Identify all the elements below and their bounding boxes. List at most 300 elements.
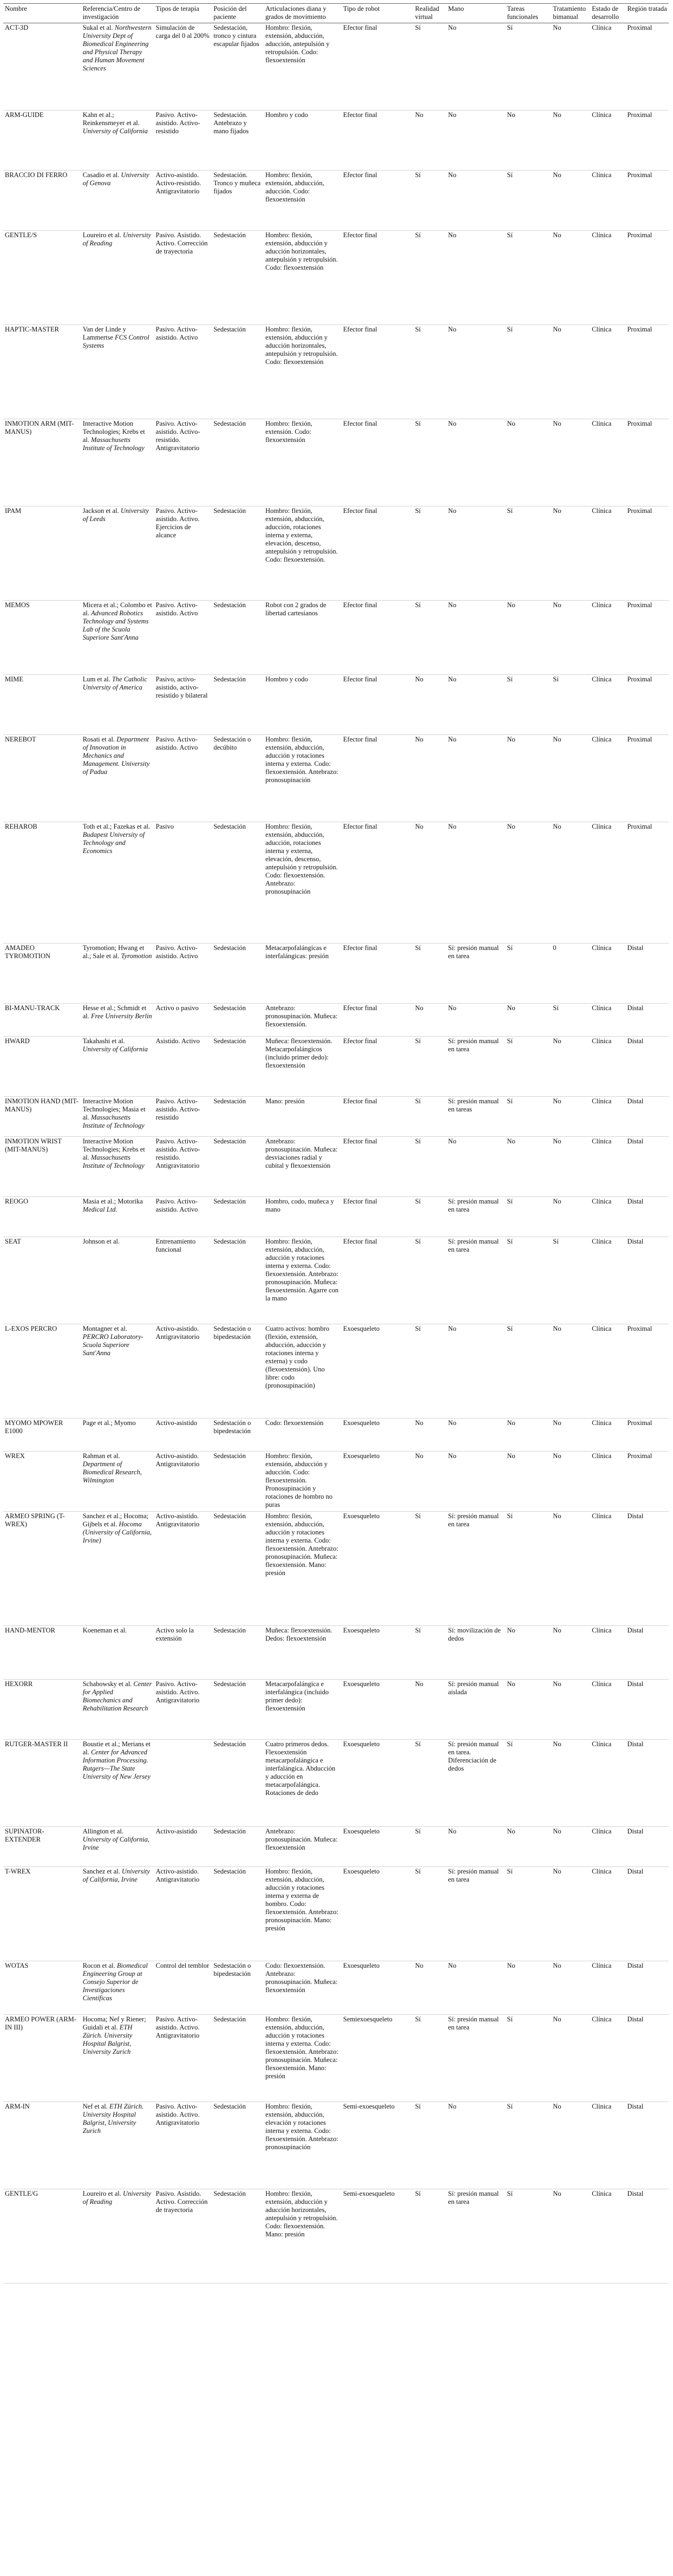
cell-treated-region: Proximal <box>627 326 652 333</box>
cell-device-name: MIME <box>5 675 24 683</box>
cell-virtual-reality: No <box>415 736 423 743</box>
cell-hand: No <box>448 823 456 830</box>
table-row <box>3 822 669 944</box>
cell-reference <box>81 325 154 419</box>
cell-functional-tasks: No <box>507 1419 515 1427</box>
cell-target-joints: Antebrazo: pronosupinación. Muñeca: desviaciones radial y cubital y flexoextensión <box>265 1137 338 1169</box>
cell-reference <box>81 1419 154 1452</box>
cell-patient-position: Sedestación <box>213 1868 246 1875</box>
cell-robot-type: Efector final <box>343 1238 377 1245</box>
cell-bimanual-treatment: No <box>553 736 561 743</box>
cell-therapy-types: Asistido. Activo <box>155 1037 200 1045</box>
reference-authors: Hesse et al.; Schmidt et al. <box>82 1004 147 1020</box>
cell-target-joints: Hombro: flexión, extensión, abducción, elevación y rotaciones interna y externa. Codo: flexoextensión. Antebrazo: pronosupinación <box>265 2103 338 2151</box>
reference-authors: Takahashi et al. <box>82 1037 125 1045</box>
cell-development-status: Clínica <box>592 1680 612 1688</box>
cell-device-name: REHAROB <box>5 823 37 830</box>
cell-treated-region: Proximal <box>627 736 652 743</box>
cell-target-joints: Antebrazo: pronosupinación. Muñeca: flexoextensión. <box>265 1004 338 1028</box>
research-center: Budapest University of Technology and Economics <box>82 831 145 855</box>
cell-treated-region: Distal <box>627 1962 644 1969</box>
reference-authors: Koeneman et al. <box>82 1627 127 1634</box>
cell-patient-position: Sedestación, tronco y cintura escapular fijados <box>213 24 259 48</box>
research-center: University of California <box>82 127 148 135</box>
cell-bimanual-treatment: No <box>553 1325 561 1332</box>
header-articulaciones: Articulaciones diana y grados de movimiento <box>264 4 342 23</box>
cell-robot-type: Exoesqueleto <box>343 1419 380 1427</box>
cell-treated-region: Distal <box>627 1680 644 1688</box>
cell-development-status: Clínica <box>592 1512 612 1520</box>
cell-device-name: WREX <box>5 1452 25 1460</box>
cell-reference <box>81 2015 154 2102</box>
research-center: Massachusetts Institute of Technology <box>82 1114 145 1129</box>
research-center: Massachusetts Institute of Technology <box>82 1154 145 1169</box>
cell-development-status: Clínica <box>592 171 612 179</box>
cell-functional-tasks: Sí <box>507 1198 513 1205</box>
research-center: Massachusetts Institute of Technology <box>82 436 145 452</box>
cell-development-status: Clínica <box>592 1868 612 1875</box>
cell-treated-region: Distal <box>627 1238 644 1245</box>
cell-robot-type: Efector final <box>343 1004 377 1012</box>
cell-development-status: Clínica <box>592 1827 612 1835</box>
cell-bimanual-treatment: No <box>553 823 561 830</box>
cell-bimanual-treatment: Sí <box>553 1004 559 1012</box>
cell-hand: No <box>448 1325 456 1332</box>
cell-treated-region: Distal <box>627 944 644 952</box>
cell-treated-region: Distal <box>627 2015 644 2023</box>
cell-functional-tasks: Sí <box>507 1740 513 1748</box>
cell-bimanual-treatment: No <box>553 1419 561 1427</box>
header-tareas: Tareas funcionales <box>505 4 551 23</box>
cell-virtual-reality: Sí <box>415 1037 421 1045</box>
table-row <box>3 1740 669 1827</box>
cell-robot-type: Efector final <box>343 1137 377 1145</box>
cell-device-name: REOGO <box>5 1198 29 1205</box>
cell-hand: No <box>448 1419 456 1427</box>
table-row <box>3 1827 669 1867</box>
cell-treated-region: Proximal <box>627 111 652 119</box>
reference-authors: Loureiro et al. <box>82 231 121 239</box>
cell-development-status: Clínica <box>592 944 612 952</box>
cell-virtual-reality: No <box>415 1419 423 1427</box>
cell-patient-position: Sedestación. Antebrazo y mano fijados <box>213 111 249 135</box>
cell-hand: No <box>448 111 456 119</box>
cell-virtual-reality: Sí <box>415 1137 421 1145</box>
cell-hand: Sí: presión manual en tarea. Diferenciación de dedos <box>448 1740 499 1772</box>
table-row <box>3 1324 669 1419</box>
research-center: University of Genova <box>82 171 149 187</box>
table-row <box>3 675 669 735</box>
reference-authors: Hocoma; Nef y Riener; Guidali et al. <box>82 2015 146 2031</box>
cell-development-status: Clínica <box>592 1740 612 1748</box>
cell-functional-tasks: Sí <box>507 675 513 683</box>
cell-therapy-types: Pasivo. Activo-asistido. Activo-resistido <box>155 1097 200 1121</box>
research-center: University of California, Irvine <box>82 1836 149 1851</box>
cell-bimanual-treatment: No <box>553 1868 561 1875</box>
cell-robot-type: Semiexoesqueleto <box>343 2015 393 2023</box>
cell-development-status: Clínica <box>592 2190 612 2197</box>
cell-development-status: Clínica <box>592 1325 612 1332</box>
cell-bimanual-treatment: No <box>553 1962 561 1969</box>
reference-authors: Masia et al.; Motorika <box>82 1198 143 1205</box>
cell-patient-position: Sedestación <box>213 944 246 952</box>
research-center: FCS Control Systems <box>82 334 149 349</box>
cell-virtual-reality: Sí <box>415 601 421 609</box>
cell-therapy-types: Pasivo. Activo-asistido. Activo <box>155 944 198 960</box>
cell-target-joints: Antebrazo: pronosupinación. Muñeca: flexoextensión <box>265 1827 338 1851</box>
reference-authors: Interactive Motion Technologies; Krebs et al. <box>82 1137 145 1161</box>
cell-patient-position: Sedestación o decúbito <box>213 736 251 751</box>
cell-robot-type: Efector final <box>343 326 377 333</box>
cell-hand: Sí: presión manual en tarea <box>448 1868 499 1883</box>
cell-patient-position: Sedestación <box>213 1037 246 1045</box>
cell-device-name: INMOTION WRIST (MIT-MANUS) <box>5 1137 62 1153</box>
cell-therapy-types: Activo-asistido. Antigravitatorio <box>155 1868 200 1883</box>
cell-patient-position: Sedestación <box>213 1238 246 1245</box>
cell-bimanual-treatment: No <box>553 1037 561 1045</box>
cell-bimanual-treatment: No <box>553 326 561 333</box>
cell-robot-type: Efector final <box>343 736 377 743</box>
cell-device-name: SUPINATOR-EXTENDER <box>5 1827 44 1843</box>
header-nombre: Nombre <box>3 4 81 23</box>
cell-bimanual-treatment: No <box>553 111 561 119</box>
cell-reference <box>81 1004 154 1037</box>
cell-treated-region: Distal <box>627 1198 644 1205</box>
cell-virtual-reality: No <box>415 111 423 119</box>
cell-patient-position: Sedestación <box>213 2015 246 2023</box>
cell-functional-tasks: Sí <box>507 2015 513 2023</box>
cell-target-joints: Codo: flexoextensión. Antebrazo: pronosupinación. Muñeca: flexoextensión <box>265 1962 338 1994</box>
cell-virtual-reality: No <box>415 675 423 683</box>
cell-patient-position: Sedestación <box>213 601 246 609</box>
cell-treated-region: Proximal <box>627 24 652 31</box>
cell-development-status: Clínica <box>592 1037 612 1045</box>
table-row <box>3 419 669 506</box>
cell-therapy-types: Pasivo. Activo-asistido. Activo. Ejercicios de alcance <box>155 507 200 539</box>
cell-treated-region: Distal <box>627 1137 644 1145</box>
cell-virtual-reality: Sí <box>415 24 421 31</box>
reference-authors: Nef et al. <box>82 2103 108 2110</box>
cell-development-status: Clínica <box>592 2103 612 2110</box>
cell-target-joints: Hombro: flexión, extensión, abducción, aducción y rotaciones interna y externa. Codo: flexoextensión. Antebrazo: pronosupinación. Muñeca: flexoextensión. Agarre con la mano <box>265 1238 339 1302</box>
cell-therapy-types <box>154 1740 212 1827</box>
cell-development-status: Clínica <box>592 823 612 830</box>
cell-virtual-reality: Sí <box>415 1740 421 1748</box>
cell-virtual-reality: Sí <box>415 231 421 239</box>
cell-bimanual-treatment: No <box>553 24 561 31</box>
cell-reference <box>81 1137 154 1197</box>
cell-development-status: Clínica <box>592 736 612 743</box>
cell-treated-region: Distal <box>627 2190 644 2197</box>
cell-therapy-types: Pasivo. Activo-asistido. Activo-resistido. Antigravitatorio <box>155 420 200 452</box>
cell-robot-type: Semi-exoesqueleto <box>343 2103 395 2110</box>
research-center: Medical Ltd. <box>82 1206 117 1213</box>
cell-functional-tasks: No <box>507 823 515 830</box>
cell-development-status: Clínica <box>592 1097 612 1105</box>
cell-bimanual-treatment: No <box>553 2190 561 2197</box>
cell-reference <box>81 231 154 325</box>
table-row <box>3 231 669 325</box>
cell-device-name: HAND-MENTOR <box>5 1627 55 1634</box>
table-row <box>3 2015 669 2102</box>
cell-robot-type: Efector final <box>343 231 377 239</box>
cell-reference <box>81 735 154 822</box>
cell-target-joints: Robot con 2 grados de libertad cartesianos <box>265 601 326 617</box>
table-row <box>3 1004 669 1037</box>
cell-bimanual-treatment: No <box>553 171 561 179</box>
cell-reference <box>81 1512 154 1626</box>
cell-functional-tasks: Sí <box>507 1512 513 1520</box>
cell-patient-position: Sedestación <box>213 1512 246 1520</box>
cell-development-status: Clínica <box>592 1238 612 1245</box>
research-center: Biomedical Engineering Group at Consejo Superior de Investigaciones Científicas <box>82 1962 148 2002</box>
cell-therapy-types: Pasivo <box>155 823 174 830</box>
header-tipo-robot: Tipo de robot <box>342 4 414 23</box>
cell-therapy-types: Pasivo. Activo-asistido. Activo-resistido <box>155 111 200 135</box>
cell-virtual-reality: Sí <box>415 1198 421 1205</box>
reference-authors: Rahman et al. <box>82 1452 120 1460</box>
cell-target-joints: Metacarpofalángicas e interfalángicas: presión <box>265 944 329 960</box>
cell-therapy-types: Pasivo. Activo-asistido. Activo <box>155 736 198 751</box>
cell-functional-tasks: Sí <box>507 944 513 952</box>
table-header-row <box>3 4 669 23</box>
cell-functional-tasks: Sí <box>507 1325 513 1332</box>
cell-treated-region: Proximal <box>627 1452 652 1460</box>
cell-target-joints: Hombro y codo <box>265 675 308 683</box>
cell-robot-type: Semi-exoesqueleto <box>343 2190 395 2197</box>
cell-therapy-types: Activo o pasivo <box>155 1004 199 1012</box>
cell-reference <box>81 1197 154 1237</box>
cell-bimanual-treatment: No <box>553 1137 561 1145</box>
cell-reference <box>81 944 154 1004</box>
cell-device-name: T-WREX <box>5 1868 31 1875</box>
table-row <box>3 1680 669 1740</box>
cell-therapy-types: Activo-asistido. Antigravitatorio <box>155 1452 200 1468</box>
cell-virtual-reality: Sí <box>415 507 421 515</box>
cell-virtual-reality: Sí <box>415 2015 421 2023</box>
cell-treated-region: Distal <box>627 1004 644 1012</box>
cell-robot-type: Efector final <box>343 944 377 952</box>
cell-reference <box>81 2102 154 2189</box>
header-realidad-virtual: Realidad virtual <box>414 4 447 23</box>
table-row <box>3 1037 669 1097</box>
cell-treated-region: Proximal <box>627 601 652 609</box>
table-row <box>3 2189 669 2284</box>
cell-hand: No <box>448 601 456 609</box>
cell-target-joints: Mano: presión <box>265 1097 305 1105</box>
cell-therapy-types: Activo-asistido <box>155 1827 198 1835</box>
cell-functional-tasks: Sí <box>507 231 513 239</box>
cell-robot-type: Efector final <box>343 601 377 609</box>
cell-hand: Sí: presión manual en tareas <box>448 1097 499 1113</box>
cell-functional-tasks: No <box>507 736 515 743</box>
header-posicion: Posición del paciente <box>212 4 264 23</box>
cell-patient-position: Sedestación o bipedestación <box>213 1962 251 1977</box>
cell-patient-position: Sedestación <box>213 2190 246 2197</box>
cell-target-joints: Hombro: flexión, extensión, abducción y aducción horizontales, antepulsión y retropulsión. Codo: flexoextensión <box>265 231 338 271</box>
cell-hand: Sí: presión manual en tarea <box>448 1512 499 1528</box>
cell-device-name: MEMOS <box>5 601 30 609</box>
table-row <box>3 325 669 419</box>
cell-treated-region: Proximal <box>627 823 652 830</box>
cell-device-name: HWARD <box>5 1037 30 1045</box>
research-center: Department of Biomedical Research, Wilmington <box>82 1460 142 1484</box>
cell-functional-tasks: No <box>507 1962 515 1969</box>
cell-reference <box>81 171 154 231</box>
cell-therapy-types: Entrenamiento funcional <box>155 1238 196 1253</box>
cell-development-status: Clínica <box>592 1452 612 1460</box>
reference-authors: Lum et al. <box>82 675 110 683</box>
cell-virtual-reality: Sí <box>415 944 421 952</box>
cell-robot-type: Exoesqueleto <box>343 1325 380 1332</box>
cell-treated-region: Proximal <box>627 507 652 515</box>
table-row <box>3 1419 669 1452</box>
cell-patient-position: Sedestación <box>213 1137 246 1145</box>
cell-therapy-types: Activo-asistido. Activo-resistido. Antigravitatorio <box>155 171 201 195</box>
cell-reference <box>81 1827 154 1867</box>
reference-authors: Schabowsky et al. <box>82 1680 132 1688</box>
reference-authors: Page et al.; Myomo <box>82 1419 136 1427</box>
cell-therapy-types: Activo-asistido <box>155 1419 198 1427</box>
cell-bimanual-treatment: No <box>553 1097 561 1105</box>
cell-robot-type: Exoesqueleto <box>343 1962 380 1969</box>
cell-target-joints: Hombro, codo, muñeca y mano <box>265 1198 334 1213</box>
cell-device-name: ARMEO SPRING (T-WREX) <box>5 1512 65 1528</box>
cell-target-joints: Hombro: flexión, extensión, abducción y aducción horizontales, antepulsión y retropulsión. Codo: flexoextensión. Mano: presión <box>265 2190 338 2238</box>
reference-authors: Boustie et al.; Merians et al. <box>82 1740 151 1756</box>
cell-reference <box>81 1037 154 1097</box>
cell-target-joints: Hombro: flexión, extensión, abducción y aducción. Codo: flexoextensión. Pronosupinación y rotaciones de hombro no puras <box>265 1452 333 1508</box>
cell-hand: No <box>448 736 456 743</box>
cell-reference <box>81 1626 154 1680</box>
cell-target-joints: Cuatro activos: hombro (flexión, extensión, abducción, aducción y rotaciones interna y externa) y codo (flexoextensión). Uno libre: codo (pronosupinación) <box>265 1325 330 1389</box>
reference-authors: Jackson et al. <box>82 507 119 515</box>
cell-robot-type: Exoesqueleto <box>343 1740 380 1748</box>
cell-functional-tasks: Sí <box>507 2103 513 2110</box>
cell-robot-type: Efector final <box>343 1037 377 1045</box>
research-center: University of Reading <box>82 231 152 247</box>
reference-authors: Interactive Motion Technologies; Masia et al. <box>82 1097 146 1121</box>
cell-reference <box>81 23 154 110</box>
cell-target-joints: Hombro: flexión, extensión, abducción, aducción y rotaciones interna y externa de hombro. Codo: flexoextensión. Antebrazo: pronosupinación. Mano: presión <box>265 1868 338 1932</box>
cell-functional-tasks: No <box>507 111 515 119</box>
cell-hand: Sí: presión manual aislada <box>448 1680 499 1696</box>
cell-therapy-types: Pasivo. Activo-asistido. Activo <box>155 326 198 341</box>
cell-therapy-types: Pasivo. Activo-asistido. Activo. Antigravitatorio <box>155 1680 200 1704</box>
cell-reference <box>81 419 154 506</box>
cell-device-name: GENTLE/G <box>5 2190 38 2197</box>
cell-reference <box>81 822 154 944</box>
cell-therapy-types: Pasivo. Asistido. Activo. Corrección de trayectoria <box>155 2190 208 2214</box>
cell-bimanual-treatment: No <box>553 231 561 239</box>
reference-authors: Rocon et al. <box>82 1962 115 1969</box>
cell-virtual-reality: No <box>415 1004 423 1012</box>
cell-robot-type: Efector final <box>343 24 377 31</box>
cell-bimanual-treatment: No <box>553 2015 561 2023</box>
cell-development-status: Clínica <box>592 1962 612 1969</box>
cell-patient-position: Sedestación o bipedestación <box>213 1325 251 1341</box>
cell-target-joints: Hombro: flexión, extensión, abducción, aducción, antepulsión y retropulsión. Codo: flexoextensión <box>265 24 330 64</box>
cell-functional-tasks: Sí <box>507 24 513 31</box>
header-mano: Mano <box>447 4 506 23</box>
cell-device-name: BRACCIO DI FERRO <box>5 171 68 179</box>
cell-therapy-types: Pasivo. Activo-asistido. Activo. Antigravitatorio <box>155 2103 200 2126</box>
cell-treated-region: Distal <box>627 1097 644 1105</box>
cell-device-name: SEAT <box>5 1238 21 1245</box>
cell-hand: No <box>448 507 456 515</box>
reference-authors: Toth et al.; Fazekas et al. <box>82 823 151 830</box>
table-row <box>3 1097 669 1137</box>
cell-development-status: Clínica <box>592 231 612 239</box>
cell-reference <box>81 110 154 171</box>
header-terapia: Tipos de terapia <box>154 4 212 23</box>
cell-development-status: Clínica <box>592 420 612 427</box>
cell-hand: Sí: presión manual en tarea <box>448 2190 499 2206</box>
cell-treated-region: Proximal <box>627 420 652 427</box>
table-row <box>3 601 669 675</box>
cell-therapy-types: Activo-asistido. Antigravitatorio <box>155 1512 200 1528</box>
cell-hand: No <box>448 326 456 333</box>
cell-device-name: WOTAS <box>5 1962 29 1969</box>
cell-hand: No <box>448 24 456 31</box>
reference-authors: Sukal et al. <box>82 24 113 31</box>
cell-development-status: Clínica <box>592 1627 612 1634</box>
cell-functional-tasks: No <box>507 1004 515 1012</box>
research-center: ETH Zürich. University Hospital Balgrist, University Zurich <box>82 2103 144 2135</box>
table-body <box>3 23 669 2284</box>
reference-authors: Rosati et al. <box>82 736 115 743</box>
cell-patient-position: Sedestación <box>213 1680 246 1688</box>
cell-robot-type: Exoesqueleto <box>343 1627 380 1634</box>
cell-virtual-reality: No <box>415 1452 423 1460</box>
cell-device-name: INMOTION ARM (MIT-MANUS) <box>5 420 74 435</box>
table-row <box>3 23 669 110</box>
table-row <box>3 1137 669 1197</box>
table-row <box>3 110 669 171</box>
cell-treated-region: Distal <box>627 1627 644 1634</box>
cell-robot-type: Efector final <box>343 111 377 119</box>
cell-hand: Sí: presión manual en tarea <box>448 1238 499 1253</box>
cell-functional-tasks: Sí <box>507 171 513 179</box>
cell-bimanual-treatment: No <box>553 507 561 515</box>
cell-therapy-types: Pasivo. Activo-asistido. Activo-resistido. Antigravitatorio <box>155 1137 200 1169</box>
cell-therapy-types: Pasivo. Activo-asistido. Activo <box>155 1198 198 1213</box>
cell-functional-tasks: No <box>507 601 515 609</box>
header-bimanual: Tratamiento bimanual <box>551 4 590 23</box>
table-row <box>3 1626 669 1680</box>
cell-bimanual-treatment: No <box>553 2103 561 2110</box>
cell-robot-type: Efector final <box>343 507 377 515</box>
cell-robot-type: Exoesqueleto <box>343 1512 380 1520</box>
cell-reference <box>81 1452 154 1512</box>
cell-hand: No <box>448 231 456 239</box>
cell-virtual-reality: Sí <box>415 1627 421 1634</box>
cell-treated-region: Proximal <box>627 675 652 683</box>
reference-authors: Van der Linde y Lammertse <box>82 326 126 341</box>
cell-target-joints: Hombro: flexión, extensión, abducción, aducción y rotaciones interna y externa. Codo: flexoextensión. Antebrazo: pronosupinación. Muñeca: flexoextensión. Mano: presión <box>265 1512 338 1577</box>
cell-hand: No <box>448 1962 456 1969</box>
cell-robot-type: Efector final <box>343 1097 377 1105</box>
cell-patient-position: Sedestación <box>213 1740 246 1748</box>
cell-virtual-reality: Sí <box>415 2103 421 2110</box>
cell-patient-position: Sedestación o bipedestación <box>213 1419 251 1435</box>
cell-patient-position: Sedestación <box>213 1452 246 1460</box>
cell-reference <box>81 506 154 601</box>
cell-therapy-types: Activo-asistido. Antigravitatorio <box>155 1325 200 1341</box>
cell-treated-region: Distal <box>627 2103 644 2110</box>
cell-hand: No <box>448 1137 456 1145</box>
table-row <box>3 1452 669 1512</box>
